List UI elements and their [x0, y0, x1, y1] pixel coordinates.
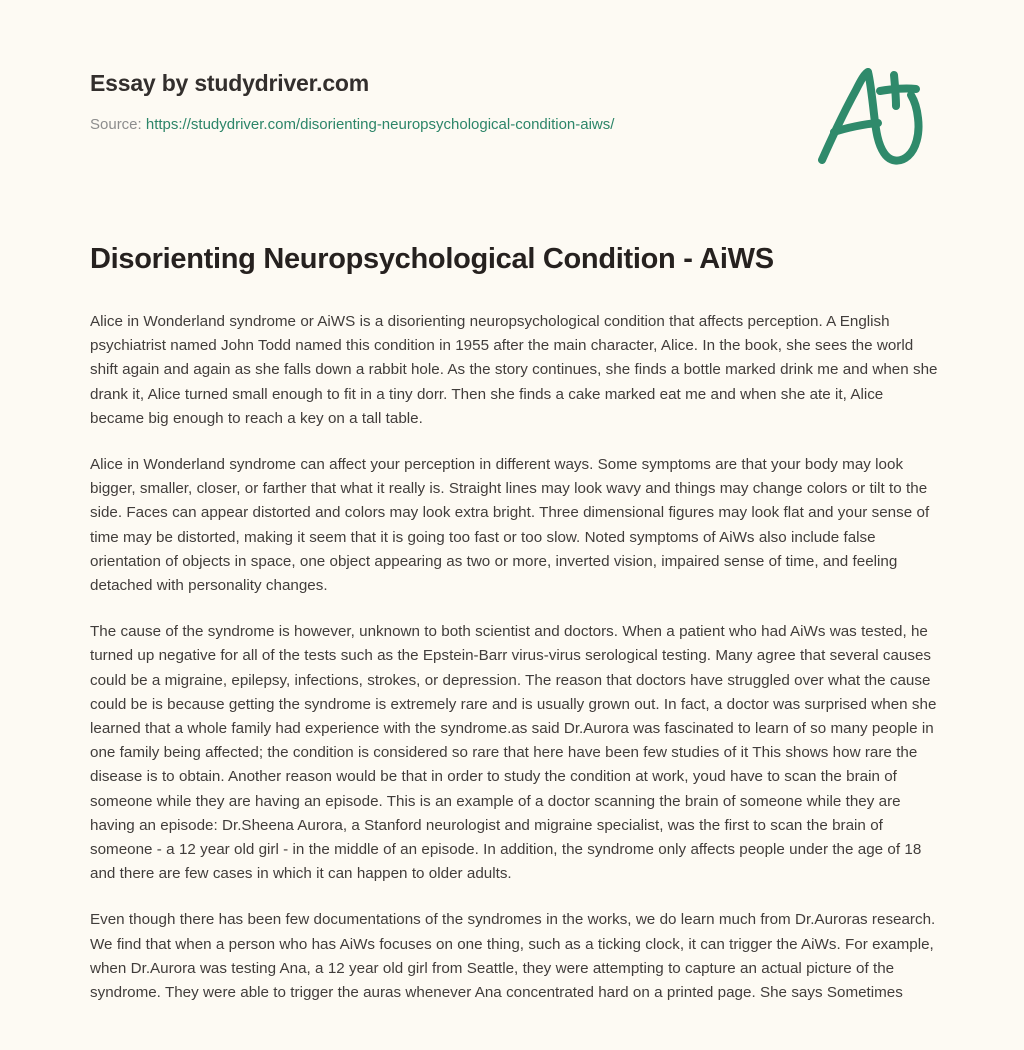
- page-title: Disorienting Neuropsychological Condition - AiWS: [90, 243, 774, 275]
- paragraph: Alice in Wonderland syndrome can affect your perception in different ways. Some symptoms are that your body may look bigger, smaller, closer, or farther that what it really is. Straight lines may look wavy and things may change colors or tilt to the side. Faces can appear distorted and colors may look extra bright. Three dimensional figures may look flat and your sense of time may be distorted, making it seem that it is going too fast or too slow. Noted symptoms of AiWs also include false orientation of objects in space, one object appearing as two or more, inverted vision, impaired sense of time, and feeling detached with personality changes.: [90, 456, 930, 595]
- source-label: Source:: [90, 116, 142, 133]
- studydriver-a-plus-logo-icon[interactable]: [812, 62, 940, 172]
- brand-block: [90, 68, 810, 135]
- document-body: [90, 310, 938, 1005]
- source-line: [90, 115, 810, 135]
- paragraph: Alice in Wonderland syndrome or AiWS is a disorienting neuropsychological condition that affects perception. A English psychiatrist named John Todd named this condition in 1955 after the main character, Alice. In the book, she sees the world shift again and again as she falls down a rabbit hole. As the story continues, she finds a bottle marked drink me and when she drank it, Alice turned small enough to fit in a tiny dorr. Then she finds a cake marked eat me and when she ate it, Alice became big enough to reach a key on a tall table.: [90, 313, 938, 427]
- document-header: [0, 0, 1024, 200]
- paragraph: The cause of the syndrome is however, unknown to both scientist and doctors. When a patient who had AiWs was tested, he turned up negative for all of the tests such as the Epstein-Barr virus-virus serological testing. Many agree that several causes could be a migraine, epilepsy, infections, strokes, or depression. The reason that doctors have struggled over what the cause could be is because getting the syndrome is extremely rare and is usually grown out. In fact, a doctor was surprised when she learned that a whole family had experience with the syndrome.as said Dr.Aurora was fascinated to learn of so many people in one family being affected; the condition is considered so rare that here have been few studies of it This shows how rare the disease is to obtain. Another reason would be that in order to study the condition at work, youd have to scan the brain of someone while they are having an episode. This is an example of a doctor scanning the brain of someone while they are having an episode: Dr.Sheena Aurora, a Stanford neurologist and migraine specialist, was the first to scan the brain of someone - a 12 year old girl - in the middle of an episode. In addition, the syndrome only affects people under the age of 18 and there are few cases in which it can happen to older adults.: [90, 623, 937, 883]
- source-url-link[interactable]: https://studydriver.com/disorienting-neuropsychological-condition-aiws/: [145, 116, 615, 133]
- essay-by-heading: Essay by studydriver.com: [90, 70, 370, 96]
- paragraph: Even though there has been few documentations of the syndromes in the works, we do learn much from Dr.Auroras research. We find that when a person who has AiWs focuses on one thing, such as a ticking clock, it can trigger the AiWs. For example, when Dr.Aurora was testing Ana, a 12 year old girl from Seattle, they were attempting to capture an actual picture of the syndrome. They were able to trigger the auras whenever Ana concentrated hard on a printed page. She says Sometimes: [90, 911, 936, 1002]
